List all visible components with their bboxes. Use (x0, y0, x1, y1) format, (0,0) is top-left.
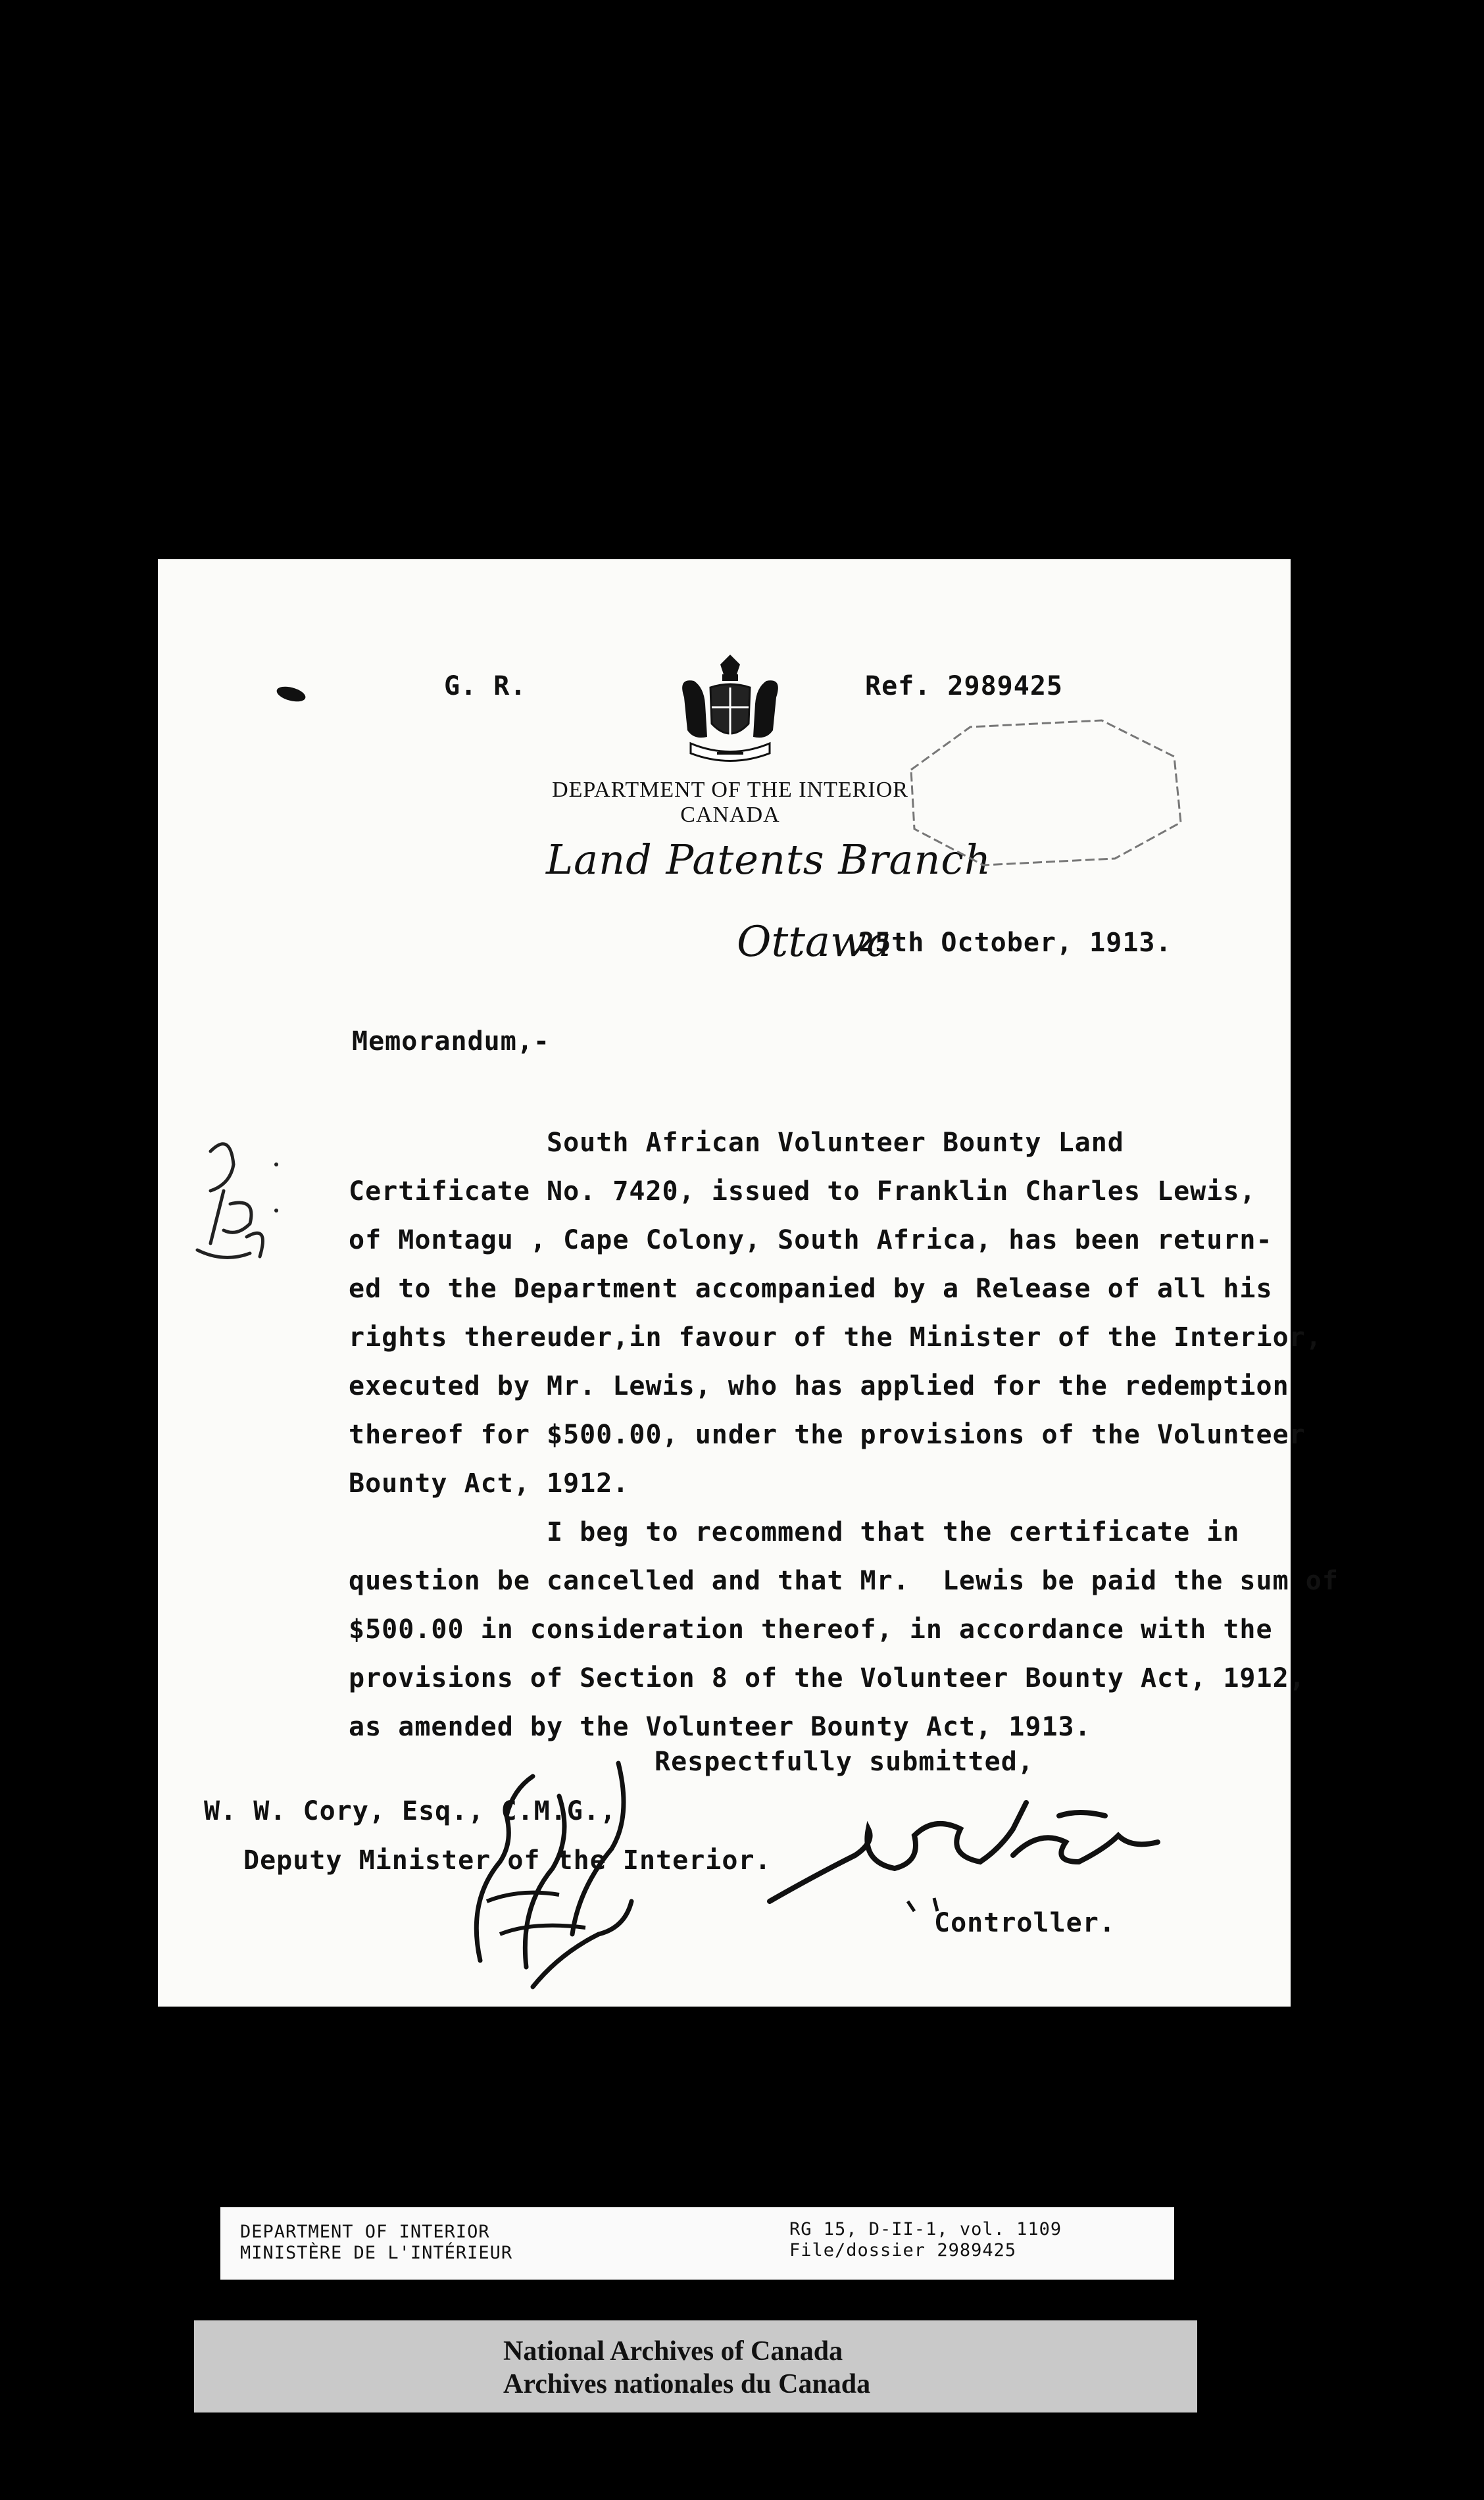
addressee-title: Deputy Minister of the Interior. (243, 1845, 772, 1876)
body-line: thereof for $500.00, under the provisions of the Volunteer (349, 1420, 1306, 1450)
royal-coat-of-arms-icon (664, 651, 796, 766)
archive-banner (194, 2320, 1197, 2412)
addressee-name: W. W. Cory, Esq., C.M.G., (204, 1796, 617, 1826)
body-line: $500.00 in consideration thereof, in accordance with the (349, 1614, 1273, 1645)
memo-body (349, 1118, 1339, 1751)
place-name: Ottawa (737, 918, 891, 966)
handwritten-margin-note-icon (184, 1125, 283, 1270)
controller-signature-icon (763, 1789, 1224, 1921)
body-line: rights thereuder,in favour of the Minister of the Interior, (349, 1322, 1322, 1353)
label-department-en: DEPARTMENT OF INTERIOR (240, 2222, 490, 2242)
label-record-group: RG 15, D-II-1, vol. 1109 (789, 2219, 1062, 2239)
received-stamp (885, 711, 1187, 868)
label-left (240, 2222, 512, 2264)
memo-heading: Memorandum,- (352, 1026, 550, 1057)
body-line: executed by Mr. Lewis, who has applied for the redemption (349, 1371, 1289, 1401)
handwritten-approval-icon (401, 1737, 651, 2000)
document-date: 25th October, 1913. (858, 928, 1172, 958)
gr-mark: G. R. (444, 671, 527, 701)
archive-name-fr: Archives nationales du Canada (503, 2369, 871, 2399)
body-line: provisions of Section 8 of the Volunteer Bounty Act, 1912, (349, 1663, 1306, 1693)
label-file-number: File/dossier 2989425 (789, 2240, 1017, 2261)
body-line: South African Volunteer Bounty Land (349, 1128, 1124, 1158)
label-department-fr: MINISTÈRE DE L'INTÉRIEUR (240, 2243, 513, 2263)
body-line: of Montagu , Cape Colony, South Africa, has been return- (349, 1225, 1273, 1255)
country-name: CANADA (680, 803, 780, 827)
closing-line: Respectfully submitted, (655, 1747, 1034, 1777)
body-line: Certificate No. 7420, issued to Franklin Charles Lewis, (349, 1176, 1256, 1207)
body-line: question be cancelled and that Mr. Lewis be paid the sum of (349, 1566, 1339, 1596)
label-right (789, 2219, 1062, 2261)
memorandum-page (158, 559, 1339, 2007)
ink-blot (275, 684, 307, 705)
reference-number: Ref. 2989425 (865, 671, 1063, 701)
department-name: DEPARTMENT OF THE INTERIOR (552, 778, 908, 802)
archive-name-en: National Archives of Canada (503, 2336, 843, 2366)
body-line: as amended by the Volunteer Bounty Act, 1913. (349, 1712, 1091, 1742)
body-line: Bounty Act, 1912. (349, 1468, 630, 1499)
stamp-border-icon (885, 711, 1187, 868)
archive-reference-label (220, 2207, 1174, 2280)
branch-name: Land Patents Branch (546, 836, 992, 884)
archive-banner-text (503, 2335, 870, 2401)
body-line: I beg to recommend that the certificate in (349, 1517, 1240, 1547)
signatory-title: Controller. (934, 1908, 1116, 1938)
body-line: ed to the Department accompanied by a Release of all his (349, 1274, 1273, 1304)
